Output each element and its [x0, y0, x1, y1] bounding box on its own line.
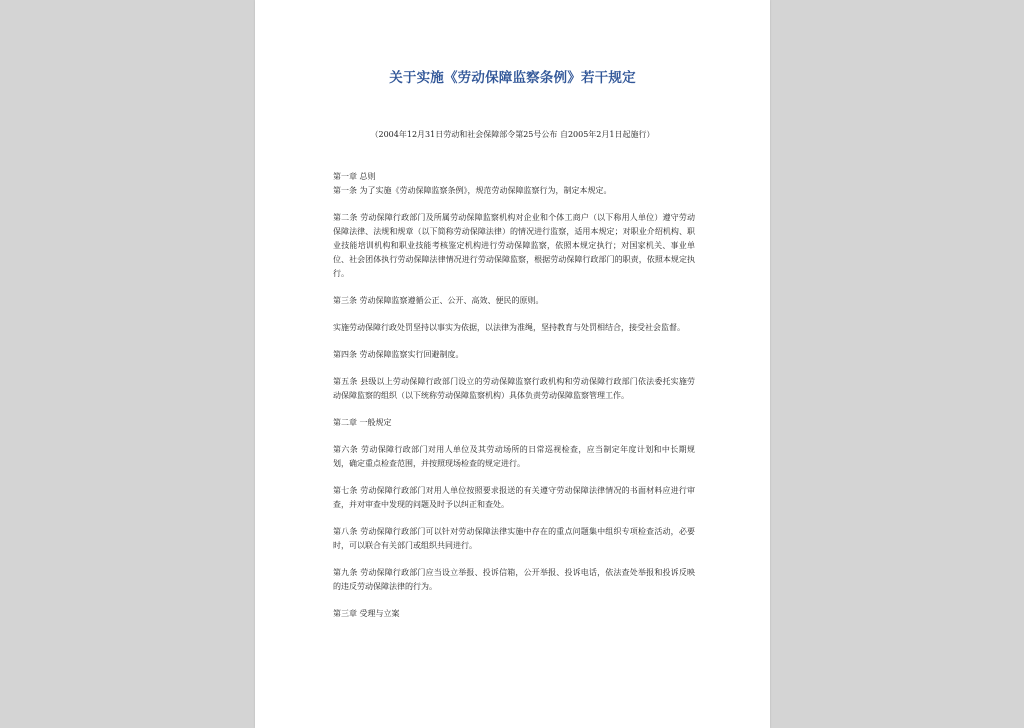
- paragraph-gap: [333, 281, 695, 294]
- document-subtitle: （2004年12月31日劳动和社会保障部令第25号公布 自2005年2月1日起施行）: [370, 130, 655, 139]
- article-paragraph: 第一条 为了实施《劳动保障监察条例》，规范劳动保障监察行为，制定本规定。: [333, 186, 612, 195]
- article-paragraph: 第二条 劳动保障行政部门及所属劳动保障监察机构对企业和个体工商户（以下称用人单位）遵守劳动保障法律、法规和规章（以下简称劳动保障法律）的情况进行监察，适用本规定；对职业介绍机构、职业技能培训机构和职业技能考核鉴定机构进行劳动保障监察，依照本规定执行；对国家机关、事业单位、社会团体执行劳动保障法律情况进行劳动保障监察，根据劳动保障行政部门的职责，依照本规定执行。: [333, 213, 695, 278]
- article-paragraph: 第四条 劳动保障监察实行回避制度。: [333, 350, 464, 359]
- paragraph-gap: [333, 308, 695, 321]
- paragraph-gap: [333, 335, 695, 348]
- article-paragraph: 实施劳动保障行政处罚坚持以事实为依据，以法律为准绳，坚持教育与处罚相结合，接受社会监督。: [333, 323, 685, 332]
- paragraph-gap: [333, 362, 695, 375]
- paragraph-gap: [333, 403, 695, 416]
- paragraph-gap: [333, 430, 695, 443]
- chapter-heading: 第三章 受理与立案: [333, 609, 400, 618]
- article-paragraph: 第六条 劳动保障行政部门对用人单位及其劳动场所的日常巡视检查，应当制定年度计划和中长期规划，确定重点检查范围，并按照现场检查的规定进行。: [333, 445, 695, 468]
- paragraph-gap: [333, 594, 695, 607]
- document-page: [255, 0, 770, 728]
- paragraph-gap: [333, 553, 695, 566]
- article-paragraph: 第三条 劳动保障监察遵循公正、公开、高效、便民的原则。: [333, 296, 544, 305]
- article-paragraph: 第七条 劳动保障行政部门对用人单位按照要求报送的有关遵守劳动保障法律情况的书面材料应进行审查，并对审查中发现的问题及时予以纠正和查处。: [333, 486, 695, 509]
- article-paragraph: 第八条 劳动保障行政部门可以针对劳动保障法律实施中存在的重点问题集中组织专项检查活动，必要时，可以联合有关部门或组织共同进行。: [333, 527, 695, 550]
- paragraph-gap: [333, 512, 695, 525]
- chapter-heading: 第二章 一般规定: [333, 418, 392, 427]
- chapter-heading: 第一章 总则: [333, 172, 376, 181]
- document-body: [333, 170, 695, 621]
- article-paragraph: 第九条 劳动保障行政部门应当设立举报、投诉信箱，公开举报、投诉电话，依法查处举报和投诉反映的违反劳动保障法律的行为。: [333, 568, 695, 591]
- paragraph-gap: [333, 471, 695, 484]
- document-title: 关于实施《劳动保障监察条例》若干规定: [389, 70, 636, 86]
- paragraph-gap: [333, 198, 695, 211]
- article-paragraph: 第五条 县级以上劳动保障行政部门设立的劳动保障监察行政机构和劳动保障行政部门依法委托实施劳动保障监察的组织（以下统称劳动保障监察机构）具体负责劳动保障监察管理工作。: [333, 377, 695, 400]
